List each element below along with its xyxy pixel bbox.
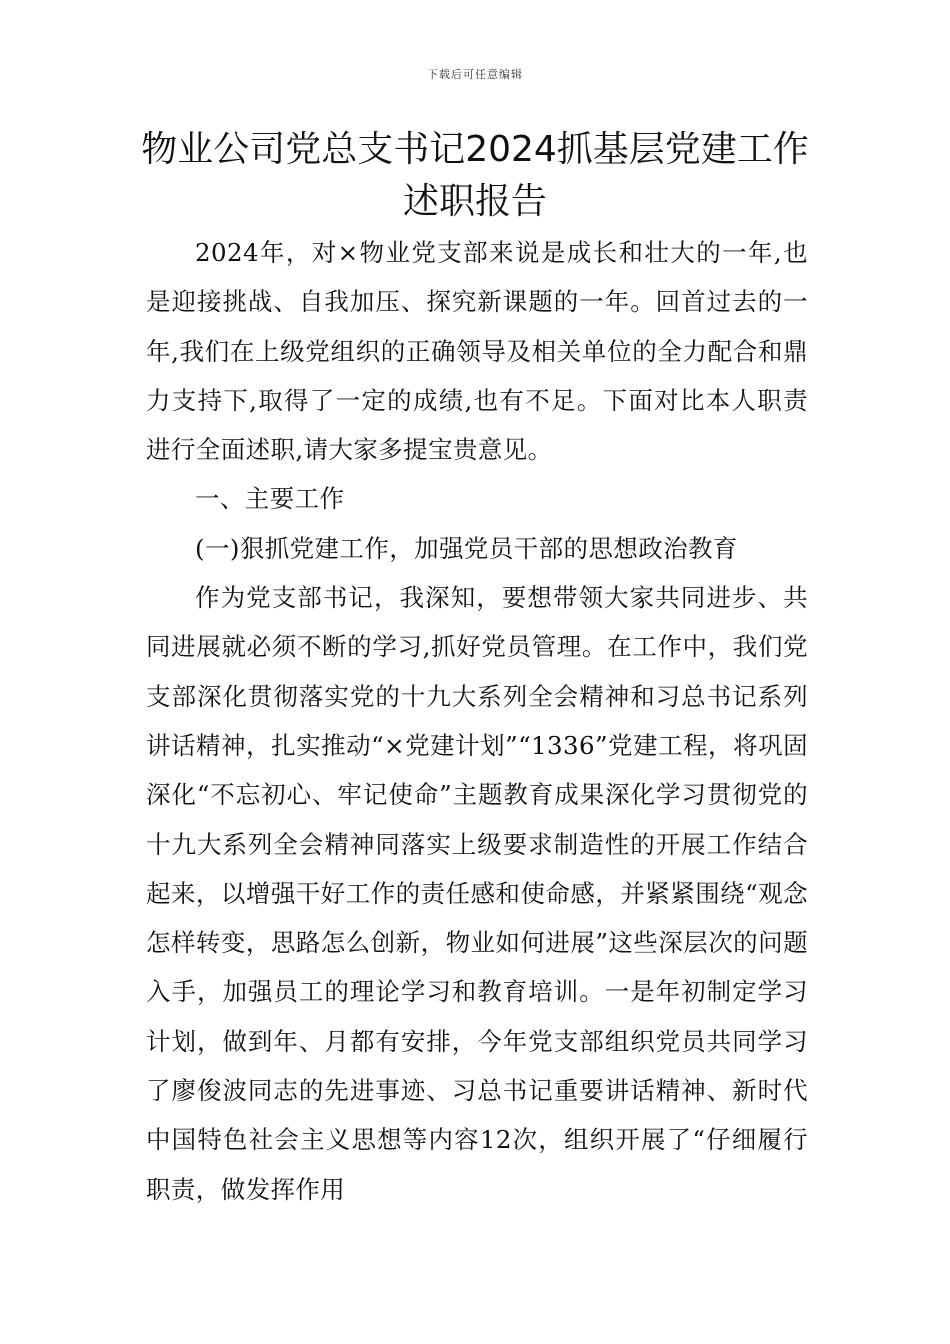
subsection-heading: (一)狠抓党建工作，加强党员干部的思想政治教育 (195, 533, 738, 563)
title-line-1: 物业公司党总支书记2024抓基层党建工作 (141, 129, 809, 170)
body-paragraph: 作为党支部书记，我深知，要想带领大家共同进步、共同进展就必须不断的学习,抓好党员管理。在工作中，我们党支部深化贯彻落实党的十九大系列全会精神和习总书记系列讲话精神，扎实推动“×党建计划”“1336”党建工程，将巩固深化“不忘初心、牢记使命”主题教育成果深化学习贯彻党的十九大系列全会精神同落实上级要求制造性的开展工作结合起来，以增强干好工作的责任感和使命感，并紧紧围绕“观念怎样转变，思路怎么创新，物业如何进展”这些深层次的问题入手，加强员工的理论学习和教育培训。一是年初制定学习计划，做到年、月都有安排，今年党支部组织党员共同学习了廖俊波同志的先进事迹、习总书记重要讲话精神、新时代中国特色社会主义思想等内容12次，组织开展了“仔细履行职责，做发挥作用 (146, 583, 808, 1204)
title-line-2: 述职报告 (402, 181, 547, 222)
document-body (146, 228, 808, 1214)
section-heading: 一、主要工作 (195, 484, 345, 514)
document-title (120, 124, 830, 228)
header-note: 下载后可任意编辑 (427, 68, 523, 81)
intro-paragraph: 2024年，对×物业党支部来说是成长和壮大的一年,也是迎接挑战、自我加压、探究新课题的一年。回首过去的一年,我们在上级党组织的正确领导及相关单位的全力配合和鼎力支持下,取得了一定的成绩,也有不足。下面对比本人职责进行全面述职,请大家多提宝贵意见。 (146, 238, 808, 465)
